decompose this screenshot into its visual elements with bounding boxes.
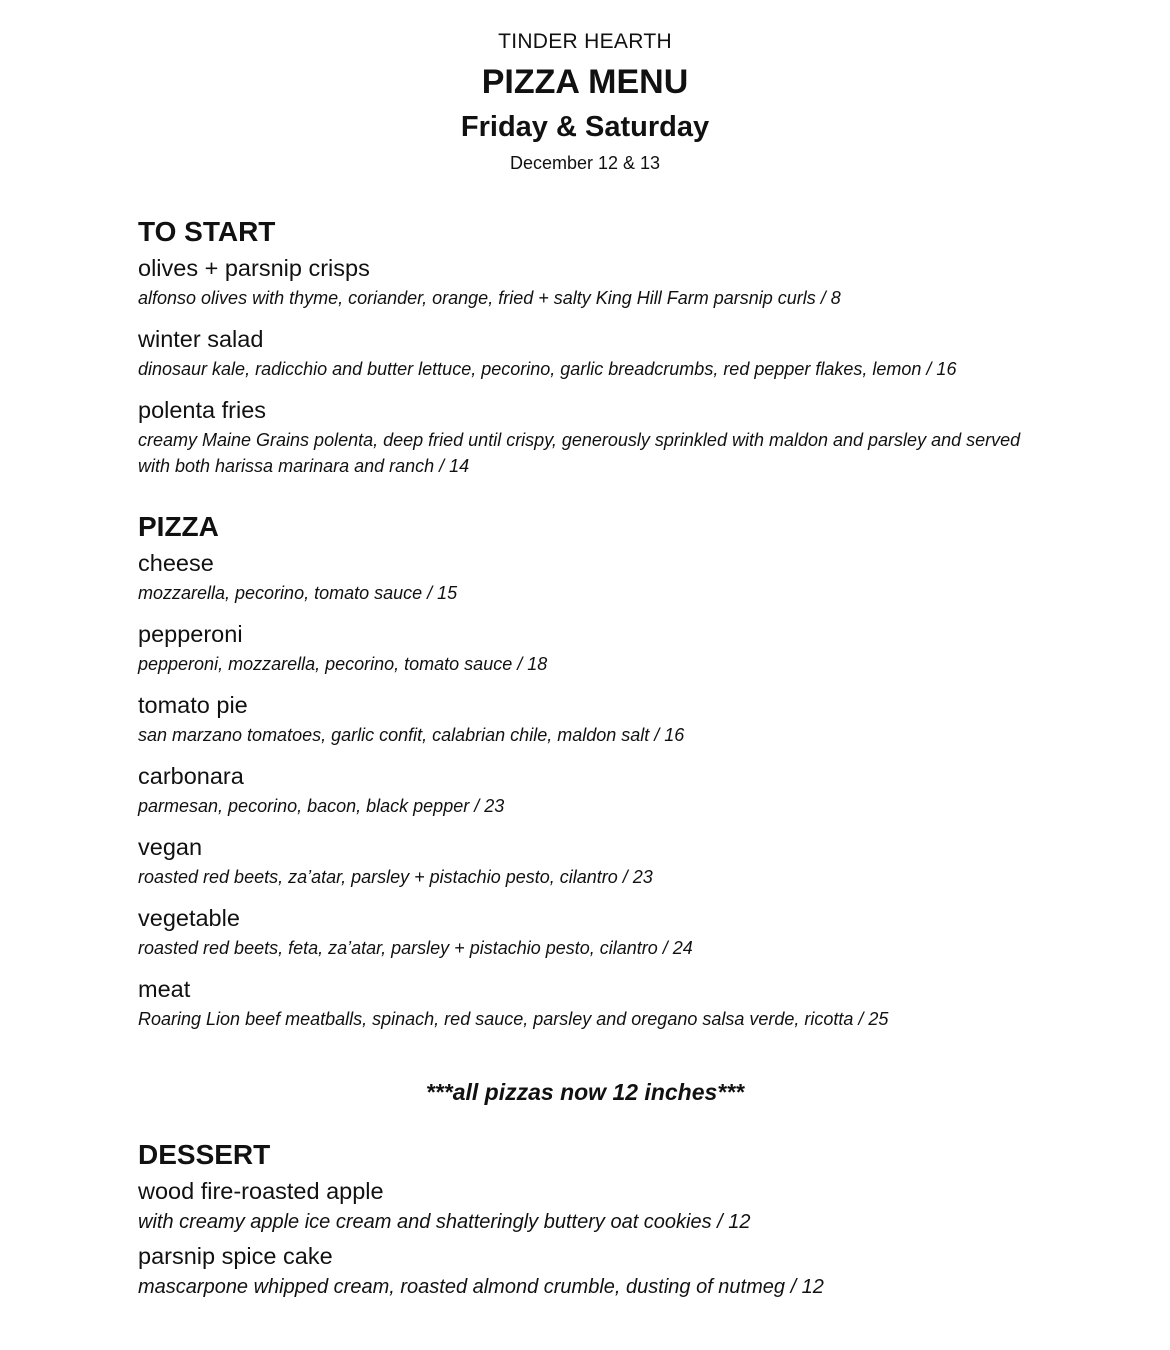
item-name: olives + parsnip crisps [138,255,370,281]
section-to-start [138,214,1038,492]
menu-header [0,28,1170,176]
item-name: wood fire-roasted apple [138,1178,384,1204]
item-description: roasted red beets, feta, za’atar, parsley + pistachio pesto, cilantro / 24 [138,938,693,958]
item-description: with creamy apple ice cream and shatteringly buttery oat cookies / 12 [138,1211,751,1233]
menu-item [138,395,1038,479]
section-title-dessert: DESSERT [138,1139,271,1170]
menu-item [138,253,1038,311]
item-name: meat [138,976,191,1002]
item-description: alfonso olives with thyme, coriander, orange, fried + salty King Hill Farm parsnip curls / 8 [138,288,841,308]
menu-item [138,903,1038,961]
item-name: tomato pie [138,692,248,718]
restaurant-name: TINDER HEARTH [498,30,672,53]
menu-days: Friday & Saturday [460,111,710,143]
item-description: mozzarella, pecorino, tomato sauce / 15 [138,583,458,603]
item-name: vegetable [138,905,240,931]
item-description: parmesan, pecorino, bacon, black pepper / 23 [138,796,505,816]
item-name: parsnip spice cake [138,1243,333,1269]
menu-item [138,1176,1038,1236]
item-description: creamy Maine Grains polenta, deep fried until crispy, generously sprinkled with maldon and parsley and served with both harissa marinara and ranch / 14 [138,430,1021,476]
section-title-pizza: PIZZA [138,511,219,542]
menu-title: PIZZA MENU [481,63,689,101]
section-title-to-start: TO START [138,216,276,247]
item-description: Roaring Lion beef meatballs, spinach, red sauce, parsley and oregano salsa verde, ricotta / 25 [138,1009,889,1029]
menu-item [138,619,1038,677]
menu-dates: December 12 & 13 [509,153,661,173]
menu-item [138,324,1038,382]
menu-item [138,1241,1038,1301]
item-description: mascarpone whipped cream, roasted almond crumble, dusting of nutmeg / 12 [138,1276,824,1298]
item-name: winter salad [138,326,264,352]
section-pizza [138,509,1038,1045]
section-dessert [138,1137,1038,1306]
item-name: vegan [138,834,203,860]
item-name: pepperoni [138,621,243,647]
item-name: polenta fries [138,397,267,423]
item-name: carbonara [138,763,244,789]
menu-item [138,832,1038,890]
item-description: dinosaur kale, radicchio and butter lettuce, pecorino, garlic breadcrumbs, red pepper flakes, lemon / 16 [138,359,957,379]
item-description: pepperoni, mozzarella, pecorino, tomato sauce / 18 [138,654,548,674]
menu-item [138,761,1038,819]
item-name: cheese [138,550,214,576]
menu-item [138,548,1038,606]
menu-item [138,974,1038,1032]
pizza-size-note: ***all pizzas now 12 inches*** [425,1079,745,1105]
menu-item [138,690,1038,748]
item-description: roasted red beets, za’atar, parsley + pistachio pesto, cilantro / 23 [138,867,653,887]
item-description: san marzano tomatoes, garlic confit, calabrian chile, maldon salt / 16 [138,725,685,745]
